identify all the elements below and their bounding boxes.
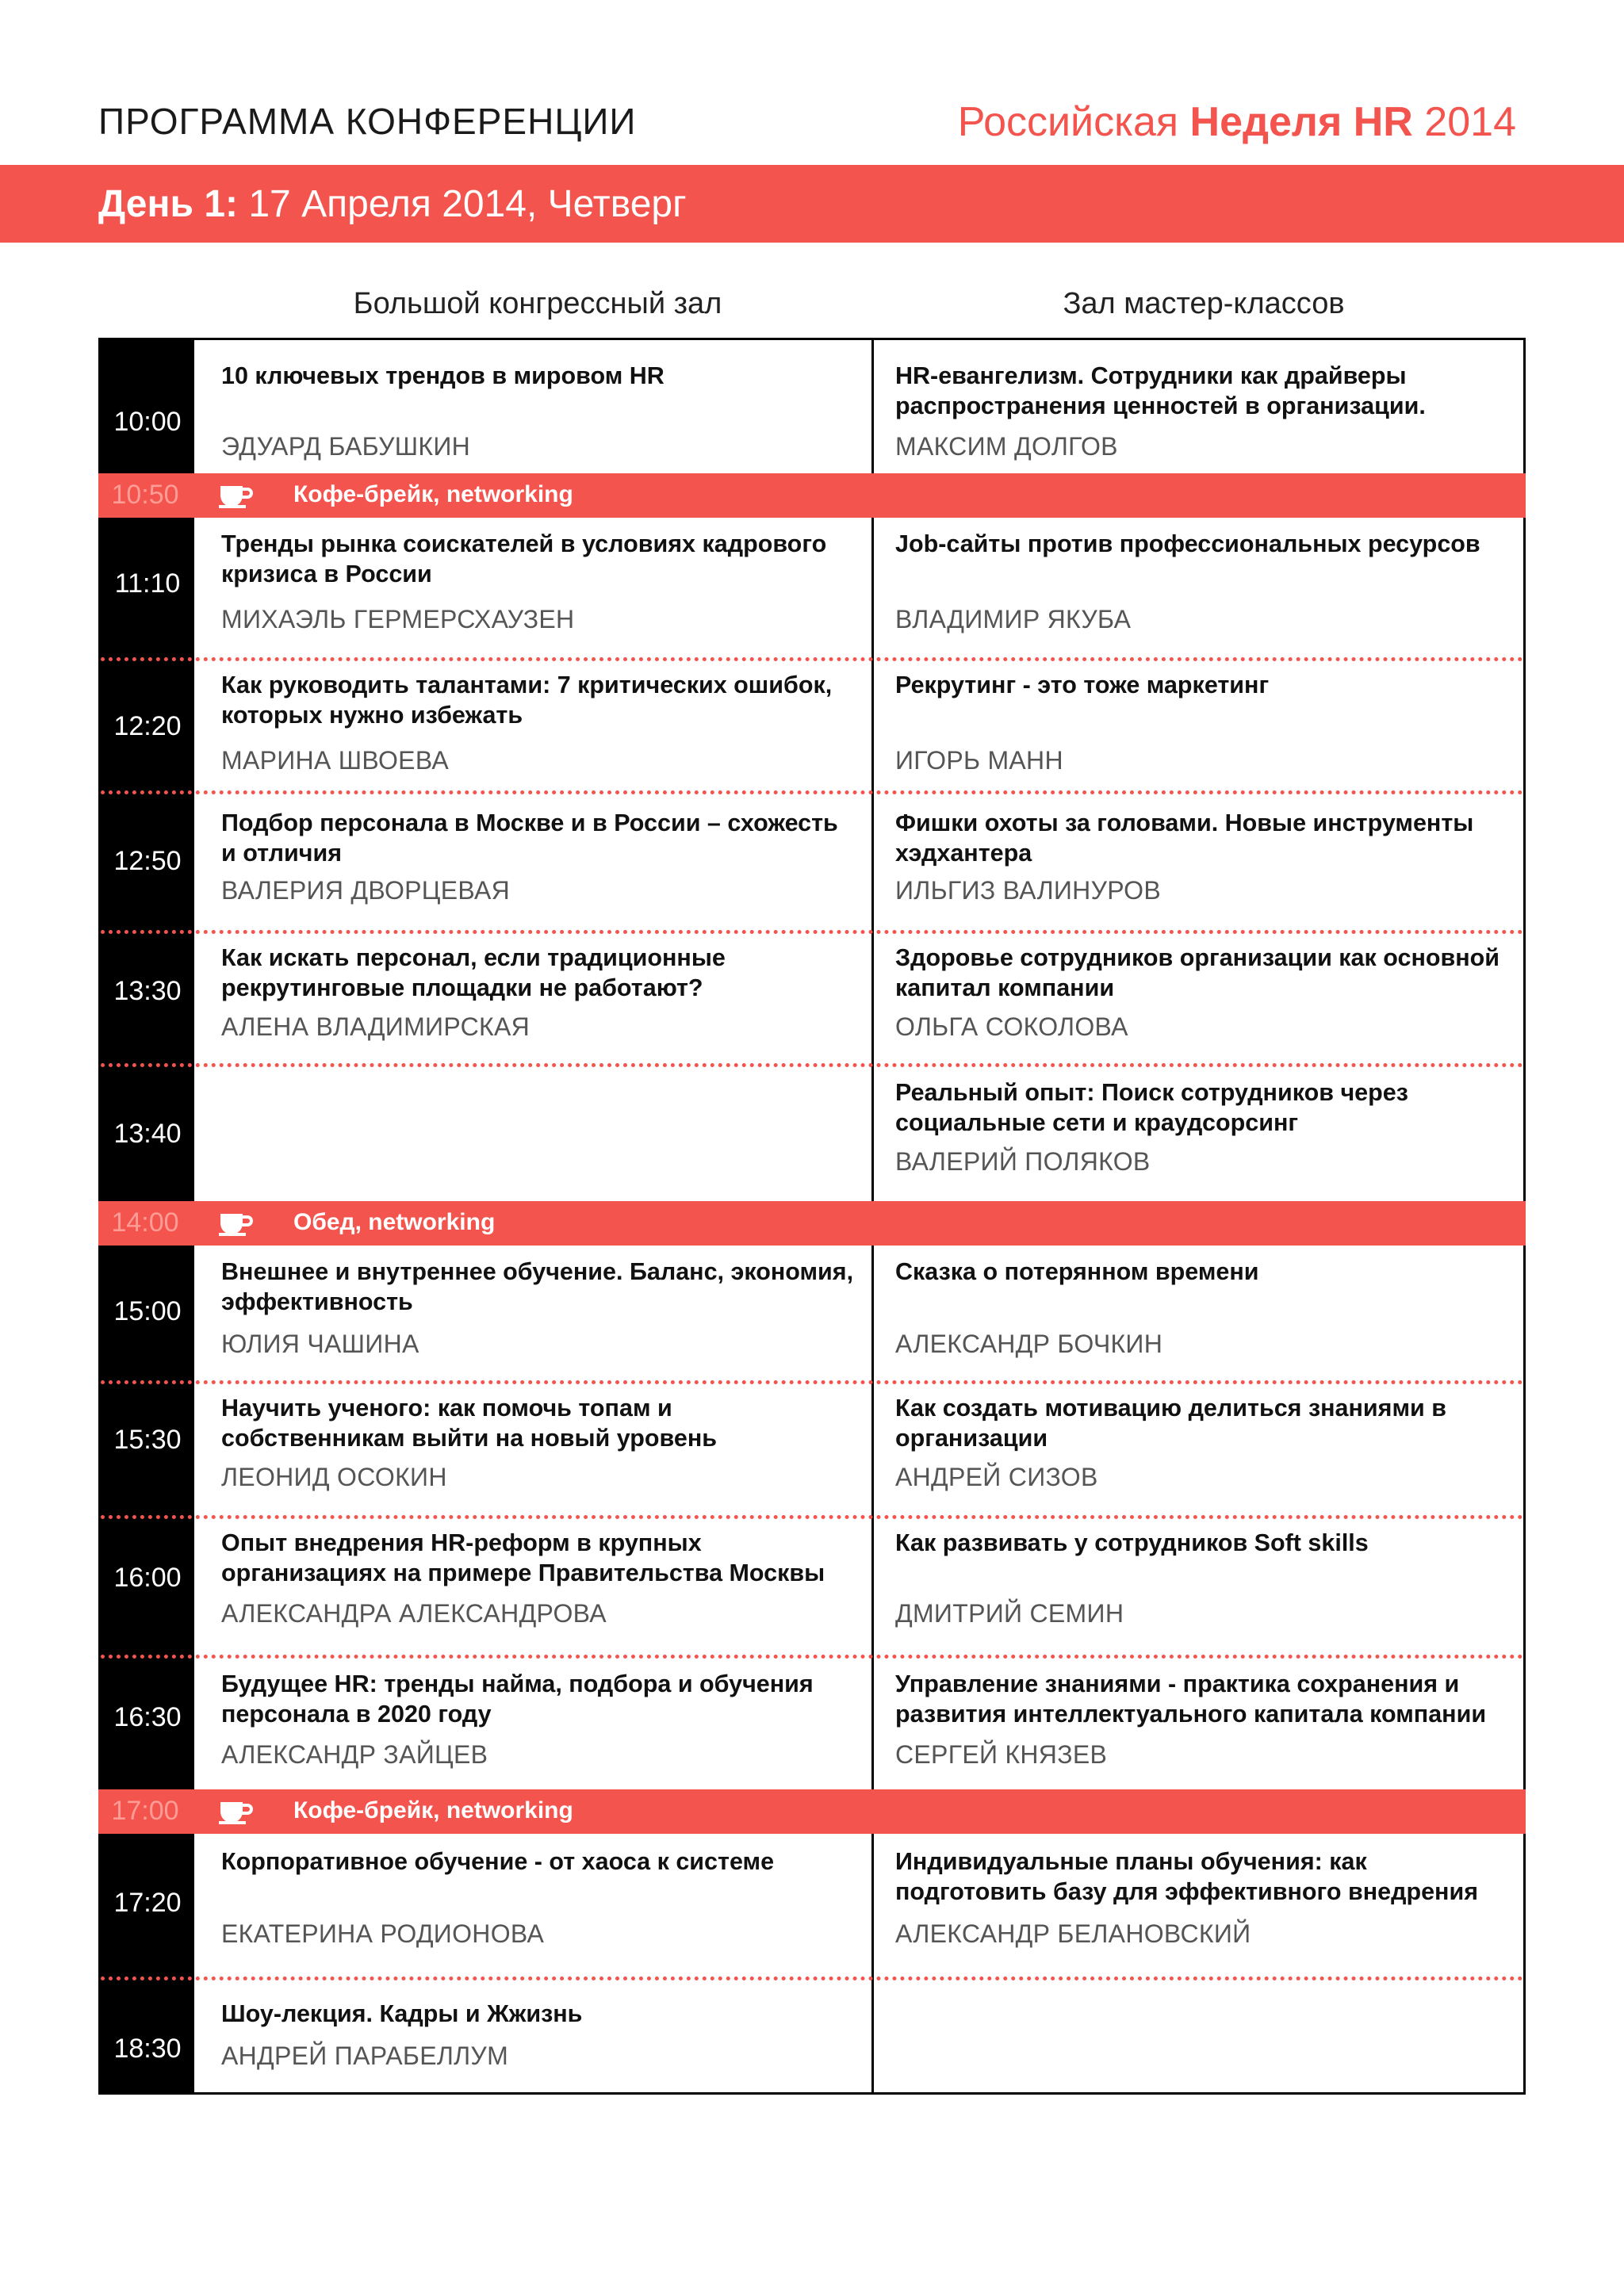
session-speaker: МАКСИМ ДОЛГОВ — [895, 432, 1118, 461]
session-speaker: МИХАЭЛЬ ГЕРМЕРСХАУЗЕН — [221, 605, 575, 633]
session-title: Рекрутинг - это тоже маркетинг — [895, 672, 1270, 698]
brand-year: 2014 — [1412, 99, 1516, 145]
session-time: 15:00 — [113, 1296, 182, 1326]
event-brand — [958, 98, 1516, 146]
session-title: Научить ученого: как помочь топам и собственникам выйти на новый уровень — [221, 1395, 718, 1452]
day-banner — [0, 165, 1624, 243]
hall-heading-main: Большой конгрессный зал — [353, 287, 722, 320]
session-speaker: СЕРГЕЙ КНЯЗЕВ — [895, 1740, 1108, 1769]
session-speaker: АЛЕНА ВЛАДИМИРСКАЯ — [221, 1012, 530, 1041]
session-speaker: ЛЕОНИД ОСОКИН — [221, 1463, 447, 1491]
session-title: Тренды рынка соискателей в условиях кадрового кризиса в России — [221, 530, 827, 587]
break-label: Обед, networking — [293, 1209, 496, 1235]
session-title: Реальный опыт: Поиск сотрудников через социальные сети и краудсорсинг — [895, 1079, 1408, 1136]
session-title: Корпоративное обучение - от хаоса к системе — [221, 1848, 775, 1875]
break-time: 10:50 — [111, 480, 179, 510]
session-speaker: ДМИТРИЙ СЕМИН — [895, 1599, 1124, 1628]
session-title: 10 ключевых трендов в мировом HR — [221, 362, 665, 389]
session-title: Внешнее и внутреннее обучение. Баланс, экономия, эффективность — [221, 1258, 854, 1315]
session-time: 12:50 — [113, 846, 182, 876]
session-speaker: ЕКАТЕРИНА РОДИОНОВА — [221, 1919, 545, 1948]
session-row — [101, 518, 1523, 651]
hall-heading-masterclass: Зал мастер-классов — [1063, 287, 1345, 320]
coffee-cup-icon — [219, 1211, 254, 1236]
session-time: 17:20 — [113, 1888, 182, 1918]
session-row — [101, 657, 1523, 797]
break-time: 17:00 — [111, 1796, 179, 1826]
session-row — [101, 790, 1523, 930]
session-title: HR-евангелизм. Сотрудники как драйверы распространения ценностей в организации. — [895, 362, 1426, 419]
session-time: 15:30 — [113, 1425, 182, 1455]
brand-pre: Российская — [957, 99, 1190, 145]
session-title: Как искать персонал, если традиционные рекрутинговые площадки не работают? — [221, 944, 726, 1001]
session-time: 12:20 — [113, 711, 182, 741]
coffee-cup-icon — [219, 1799, 254, 1824]
session-speaker: ВАЛЕРИЙ ПОЛЯКОВ — [895, 1147, 1151, 1176]
session-title: Управление знаниями - практика сохранения и развития интеллектуального капитала компании — [895, 1670, 1487, 1728]
session-row — [101, 1655, 1523, 1789]
session-speaker: ЮЛИЯ ЧАШИНА — [221, 1330, 419, 1358]
session-title: Сказка о потерянном времени — [895, 1258, 1259, 1285]
session-speaker: ИГОРЬ МАНН — [895, 746, 1063, 775]
session-speaker: АЛЕКСАНДРА АЛЕКСАНДРОВА — [221, 1599, 607, 1628]
session-row — [101, 1976, 1523, 2095]
session-speaker: ОЛЬГА СОКОЛОВА — [895, 1012, 1128, 1041]
session-time: 18:30 — [113, 2034, 182, 2064]
session-row — [101, 1515, 1523, 1655]
session-speaker: МАРИНА ШВОЕВА — [221, 746, 450, 775]
break-time: 14:00 — [111, 1207, 179, 1238]
session-title: Здоровье сотрудников организации как основной капитал компании — [895, 944, 1500, 1001]
session-title: Фишки охоты за головами. Новые инструменты хэдхантера — [895, 809, 1474, 867]
day-date: 17 Апреля 2014, Четверг — [238, 183, 687, 225]
session-title: Будущее HR: тренды найма, подбора и обучения персонала в 2020 году — [221, 1670, 814, 1728]
break-row — [98, 1201, 1526, 1246]
session-title: Подбор персонала в Москве и в России – схожесть и отличия — [221, 809, 838, 867]
break-row — [98, 1789, 1526, 1834]
session-title: Как руководить талантами: 7 критических ошибок, которых нужно избежать — [221, 672, 833, 729]
session-time: 16:00 — [113, 1563, 182, 1593]
session-title: Опыт внедрения HR-реформ в крупных организациях на примере Правительства Москвы — [221, 1529, 825, 1586]
session-speaker: ЭДУАРД БАБУШКИН — [221, 432, 471, 461]
break-label: Кофе-брейк, networking — [293, 1797, 573, 1823]
session-title: Как создать мотивацию делиться знаниями в организации — [895, 1395, 1446, 1452]
session-time: 10:00 — [113, 407, 182, 437]
session-row — [101, 1834, 1523, 1969]
break-label: Кофе-брейк, networking — [293, 481, 573, 507]
session-speaker: АЛЕКСАНДР ЗАЙЦЕВ — [221, 1740, 488, 1769]
session-time: 13:30 — [113, 976, 182, 1006]
schedule-table — [98, 338, 1526, 2095]
session-speaker: АНДРЕЙ СИЗОВ — [895, 1463, 1098, 1491]
session-masterclass — [895, 361, 1522, 421]
session-row — [101, 340, 1523, 473]
session-speaker: ИЛЬГИЗ ВАЛИНУРОВ — [895, 876, 1161, 905]
session-speaker: АНДРЕЙ ПАРАБЕЛЛУМ — [221, 2042, 509, 2070]
coffee-cup-icon — [219, 483, 254, 508]
session-time: 11:10 — [114, 568, 181, 599]
session-speaker: АЛЕКСАНДР БОЧКИН — [895, 1330, 1163, 1358]
session-row — [101, 930, 1523, 1063]
document-title: ПРОГРАММА КОНФЕРЕНЦИИ — [98, 101, 637, 142]
session-speaker: ВЛАДИМИР ЯКУБА — [895, 605, 1132, 633]
brand-bold: Неделя HR — [1189, 99, 1413, 145]
session-title: Job-сайты против профессиональных ресурсов — [895, 530, 1480, 557]
session-time: 16:30 — [113, 1702, 182, 1732]
session-speaker: АЛЕКСАНДР БЕЛАНОВСКИЙ — [895, 1919, 1251, 1948]
session-speaker: ВАЛЕРИЯ ДВОРЦЕВАЯ — [221, 876, 511, 905]
session-time: 13:40 — [113, 1119, 182, 1149]
session-main — [221, 361, 856, 391]
session-title: Как развивать у сотрудников Soft skills — [895, 1529, 1369, 1556]
session-row — [101, 1063, 1523, 1201]
session-title: Индивидуальные планы обучения: как подготовить базу для эффективного внедрения — [895, 1848, 1479, 1905]
session-title: Шоу-лекция. Кадры и Жжизнь — [221, 2000, 583, 2027]
session-row — [101, 1380, 1523, 1513]
break-row — [98, 473, 1526, 518]
day-label: День 1: — [98, 183, 238, 225]
session-row — [101, 1246, 1523, 1380]
